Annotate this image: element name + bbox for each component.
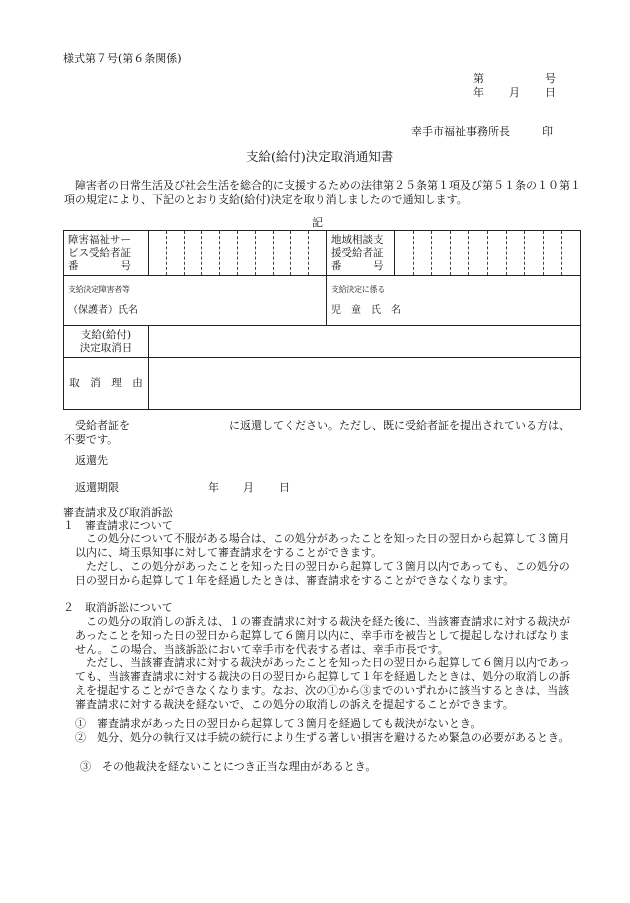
cancel-date-field[interactable] bbox=[149, 326, 581, 358]
cert-number-label: 障害福祉サー ビス受給者証 番 号 bbox=[64, 231, 149, 276]
appeal-section1-p1: この処分について不服がある場合は、この処分があったことを知った日の翌日から起算して３箇月以内に、埼玉県知事に対して審査請求をすることができます。 bbox=[75, 532, 570, 559]
appeal-heading: 審査請求及び取消訴訟 bbox=[63, 506, 173, 519]
appeal-section2-title: ２ 取消訴訟について bbox=[63, 601, 173, 614]
date-month: 月 bbox=[509, 86, 520, 99]
return-destination-label: 返還先 bbox=[75, 454, 108, 467]
return-note: 受給者証を に返還してください。ただし、既に受給者証を提出されている方は、不要です。 bbox=[64, 419, 570, 446]
reason-field[interactable] bbox=[149, 358, 581, 410]
appeal-item-1: ① 審査請求があった日の翌日から起算して３箇月を経過しても裁決がないとき。 bbox=[75, 717, 482, 730]
document-title: 支給(給付)決定取消通知書 bbox=[246, 149, 394, 164]
consult-cert-field[interactable] bbox=[395, 231, 581, 276]
cancel-date-label: 支給(給付) 決定取消日 bbox=[64, 326, 149, 358]
appeal-section2-p2: ただし、当該審査請求に対する裁決があったことを知った日の翌日から起算して６箇月以内であっても、当該審査請求に対する裁決の日の翌日から起算して１年を経過したときは、処分の取消しの訴えを提起することができなくなります。なお、次の①から③までのいずれかに該当するときは、当該審査請求に対する裁決を経ないで、この処分の取消しの訴えを提起することができます。 bbox=[75, 656, 570, 711]
guardian-name-cell[interactable] bbox=[64, 276, 327, 326]
child-name-cell[interactable] bbox=[327, 276, 581, 326]
doc-number-suffix: 号 bbox=[545, 72, 556, 85]
child-name-label: 児 童 氏 名 bbox=[331, 305, 401, 316]
consult-cert-label: 地域相談支 援受給者証 番 号 bbox=[327, 231, 395, 276]
return-deadline-month: 月 bbox=[243, 481, 254, 494]
doc-number-prefix: 第 bbox=[473, 72, 484, 85]
appeal-section1-title: １ 審査請求について bbox=[63, 519, 173, 532]
return-deadline-label: 返還期限 bbox=[75, 481, 119, 494]
seal-mark: 印 bbox=[542, 125, 553, 138]
appeal-section1-p2: ただし、この処分があったことを知った日の翌日から起算して３箇月以内であっても、この処分の日の翌日から起算して１年を経過したときは、審査請求をすることができなくなります。 bbox=[75, 560, 570, 587]
cert-number-field[interactable] bbox=[149, 231, 327, 276]
return-deadline-day: 日 bbox=[279, 481, 290, 494]
cancellation-form-table bbox=[63, 230, 581, 410]
guardian-name-label: （保護者）氏名 bbox=[68, 305, 138, 316]
date-day: 日 bbox=[545, 86, 556, 99]
intro-paragraph: 障害者の日常生活及び社会生活を総合的に支援するための法律第２５条第１項及び第５１条の１０第１項の規定により、下記のとおり支給(給付)決定を取り消しましたので通知します。 bbox=[64, 179, 581, 206]
child-small-label: 支給決定に係る bbox=[331, 285, 385, 294]
form-number: 様式第７号(第６条関係) bbox=[63, 52, 182, 65]
appeal-section2-p1: この処分の取消しの訴えは、１の審査請求に対する裁決を経た後に、当該審査請求に対する裁決があったことを知った日の翌日から起算して６箇月以内に、幸手市を被告として提起しなければなりません。この場合、当該訴訟において幸手市を代表する者は、幸手市長です。 bbox=[75, 615, 570, 656]
date-year: 年 bbox=[473, 86, 484, 99]
ki-marker: 記 bbox=[312, 216, 323, 229]
appeal-item-3: ③ その他裁決を経ないことにつき正当な理由があるとき。 bbox=[80, 760, 377, 773]
sender-name: 幸手市福祉事務所長 bbox=[411, 125, 510, 138]
guardian-small-label: 支給決定障害者等 bbox=[68, 285, 130, 294]
reason-label: 取 消 理 由 bbox=[64, 358, 149, 410]
return-deadline-year: 年 bbox=[208, 481, 219, 494]
appeal-item-2: ② 処分、処分の執行又は手続の続行により生ずる著しい損害を避けるため緊急の必要があるとき。 bbox=[75, 731, 570, 744]
